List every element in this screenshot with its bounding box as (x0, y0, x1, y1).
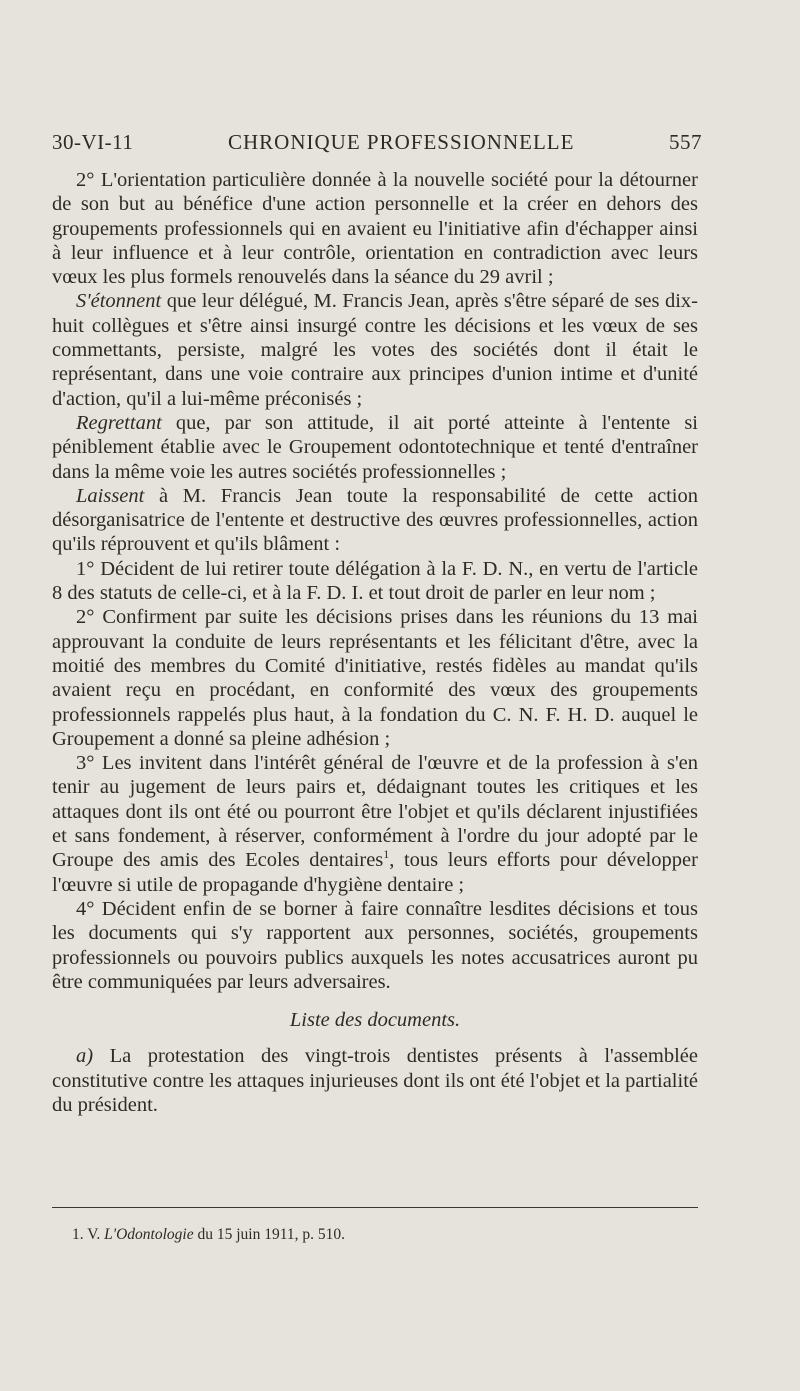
paragraph-text: 4° Décident enfin de se borner à faire connaître lesdites décisions et tous les documents qui s'y rapportent aux personnes, sociétés, groupements professionnels ou pouvoirs publics auxquels les notes accusatrices auront pu être communiquées par leurs adversaires. (52, 897, 698, 993)
paragraph-text: que leur délégué, M. Francis Jean, après s'être séparé de ses dix-huit collègues et s'être ainsi insurgé contre les décisions et les vœux de ses commettants, persiste, malgré les votes des sociétés dont il était le représentant, dans une voie contraire aux principes d'union intime et d'unité d'action, qu'il a lui-même préconisés ; (52, 290, 698, 410)
header-title: CHRONIQUE PROFESSIONNELLE (228, 130, 575, 154)
paragraph-text: à M. Francis Jean toute la responsabilité de cette action désorganisatrice de l'entente et destructive des œuvres professionnelles, action qu'ils réprouvent et qu'ils blâment : (52, 484, 698, 556)
item-text: La protestation des vingt-trois dentistes présents à l'assemblée constitutive contre les attaques injurieuses dont ils ont été l'objet et la partialité du président. (52, 1045, 698, 1116)
paragraph-text-tail: , tous leurs efforts pour développer l'œuvre si utile de propagande d'hygiène dentaire ; (52, 849, 698, 896)
paragraph-text: 3° Les invitent dans l'intérêt général de l'œuvre et de la profession à s'en tenir au jugement de leurs pairs et, dédaignant toutes les critiques et les attaques dont ils ont été ou pourront être l'objet et qu'ils déclarent injustifiées et sans fondement, à réserver, conformément à l'ordre du jour adopté par le Groupe des amis des Ecoles dentaires (52, 752, 698, 872)
paragraph-decision-1 (52, 557, 698, 606)
paragraph-decision-4 (52, 897, 698, 994)
paragraph-lead: Laissent (76, 484, 145, 507)
paragraph-text: 2° L'orientation particulière donnée à la nouvelle société pour la détourner de son but au bénéfice d'une action personnelle et la créer en dehors des groupements professionnels qui en avaient eu l'initiative afin d'échapper ainsi à leur influence et à leur contrôle, orientation en contradiction avec leurs vœux les plus formels renouvelés dans la séance du 29 avril ; (52, 169, 698, 289)
item-label: a) (76, 1045, 94, 1068)
paragraph-decision-3 (52, 751, 698, 897)
footnote-divider (52, 1207, 698, 1208)
paragraph-decision-2 (52, 605, 698, 751)
document-item-a (52, 1044, 698, 1117)
section-heading: Liste des documents. (289, 1009, 461, 1032)
paragraph-text: que, par son attitude, il ait porté atteinte à l'entente si péniblement établie avec le Groupement odontotechnique et tenté d'entraîner dans la même voie les autres sociétés professionnelles ; (52, 411, 698, 483)
footnote (72, 1226, 692, 1244)
paragraph-text: 1° Décident de lui retirer toute délégation à la F. D. N., en vertu de l'article 8 des statuts de celle-ci, et à la F. D. I. et tout droit de parler en leur nom ; (52, 557, 698, 605)
paragraph-regrettant (52, 411, 698, 484)
header-date: 30-VI-11 (52, 130, 134, 154)
body-text (52, 168, 698, 1117)
running-header (52, 130, 702, 164)
paragraph-lead: Regrettant (76, 411, 162, 434)
paragraph-etonnent (52, 289, 698, 410)
paragraph-orientation (52, 168, 698, 289)
page-number: 557 (669, 130, 702, 154)
footnote-journal: L'Odontologie (104, 1226, 194, 1243)
footnote-reference: du 15 juin 1911, p. 510. (193, 1226, 346, 1243)
paragraph-lead: S'étonnent (76, 290, 162, 313)
paragraph-laissent (52, 484, 698, 557)
footnote-marker: 1 (383, 847, 390, 862)
footnote-number: 1. V. (72, 1226, 105, 1243)
paragraph-text: 2° Confirment par suite les décisions prises dans les réunions du 13 mai approuvant la conduite de leurs représentants et les félicitant d'être, avec la moitié des membres du Comité d'initiative, restés fidèles au mandat qu'ils avaient reçu en procédant, en conformité des vœux des groupements professionnels rappelés plus haut, à la fondation du C. N. F. H. D. auquel le Groupement a donné sa pleine adhésion ; (52, 606, 698, 750)
